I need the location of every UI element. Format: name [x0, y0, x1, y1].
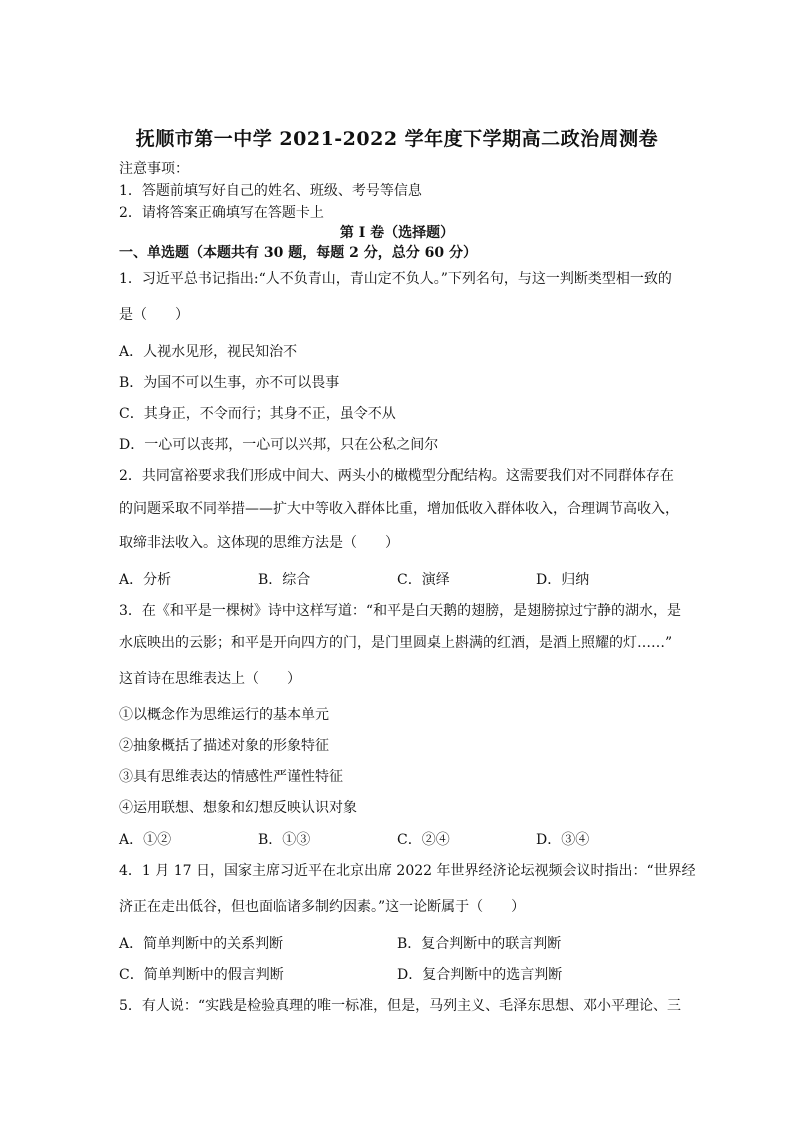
- answer-option: B．复合判断中的联言判断: [397, 936, 562, 952]
- statement-item: ②抽象概括了描述对象的形象特征: [119, 738, 329, 754]
- question-stem-line: 这首诗在思维表达上（ ）: [119, 671, 301, 687]
- statement-item: ①以概念作为思维运行的基本单元: [119, 707, 329, 723]
- question-stem-line: 1．习近平总书记指出:“人不负青山，青山定不负人。”下列名句，与这一判断类型相一致的: [119, 271, 672, 287]
- answer-option: D．③④: [536, 832, 590, 848]
- section-title: 一、单选题（本题共有 30 题，每题 2 分，总分 60 分）: [119, 245, 477, 261]
- notice-heading: 注意事项：: [119, 161, 189, 177]
- statement-item: ③具有思维表达的情感性严谨性特征: [119, 769, 343, 785]
- question-stem-line: 是（ ）: [119, 307, 189, 323]
- question-stem-line: 济正在走出低谷，但也面临诸多制约因素。”这一论断属于（ ）: [119, 899, 526, 915]
- answer-option: D．归纳: [536, 572, 590, 588]
- answer-option: C．演绎: [397, 572, 450, 588]
- answer-option: A．简单判断中的关系判断: [119, 936, 284, 952]
- part-title: 第 I 卷（选择题）: [339, 225, 455, 241]
- exam-title: 抚顺市第一中学 2021-2022 学年度下学期高二政治周测卷: [135, 128, 659, 150]
- statement-item: ④运用联想、想象和幻想反映认识对象: [119, 800, 357, 816]
- answer-option: B．为国不可以生事，亦不可以畏事: [119, 375, 340, 391]
- question-stem-line: 水底映出的云影；和平是开向四方的门，是门里圆桌上斟满的红酒，是酒上照耀的灯……”: [119, 635, 673, 651]
- answer-option: A．人视水见形，视民知治不: [119, 344, 298, 360]
- question-stem-line: 4．1 月 17 日，国家主席习近平在北京出席 2022 年世界经济论坛视频会议时指出：“世界经: [119, 863, 696, 879]
- notice-item: 1．答题前填写好自己的姓名、班级、考号等信息: [119, 183, 422, 199]
- answer-option: C．其身正，不令而行；其身不正，虽令不从: [119, 406, 396, 422]
- answer-option: A．分析: [119, 572, 172, 588]
- answer-option: B．①③: [258, 832, 311, 848]
- answer-option: A．①②: [119, 832, 172, 848]
- question-stem-line: 2．共同富裕要求我们形成中间大、两头小的橄榄型分配结构。这需要我们对不同群体存在: [119, 468, 674, 484]
- answer-option: C．简单判断中的假言判断: [119, 967, 284, 983]
- answer-option: D．一心可以丧邦，一心可以兴邦，只在公私之间尔: [119, 437, 439, 453]
- question-stem-line: 5．有人说：“实践是检验真理的唯一标准，但是，马列主义、毛泽东思想、邓小平理论、三: [119, 998, 682, 1014]
- answer-option: D．复合判断中的选言判断: [397, 967, 563, 983]
- answer-option: B．综合: [258, 572, 311, 588]
- question-stem-line: 取缔非法收入。这体现的思维方法是（ ）: [119, 535, 399, 551]
- notice-item: 2．请将答案正确填写在答题卡上: [119, 205, 324, 221]
- question-stem-line: 3．在《和平是一棵树》诗中这样写道：“和平是白天鹅的翅膀，是翅膀掠过宁静的湖水，是: [119, 603, 682, 619]
- answer-option: C．②④: [397, 832, 450, 848]
- question-stem-line: 的问题采取不同举措——扩大中等收入群体比重，增加低收入群体收入，合理调节高收入，: [119, 501, 679, 517]
